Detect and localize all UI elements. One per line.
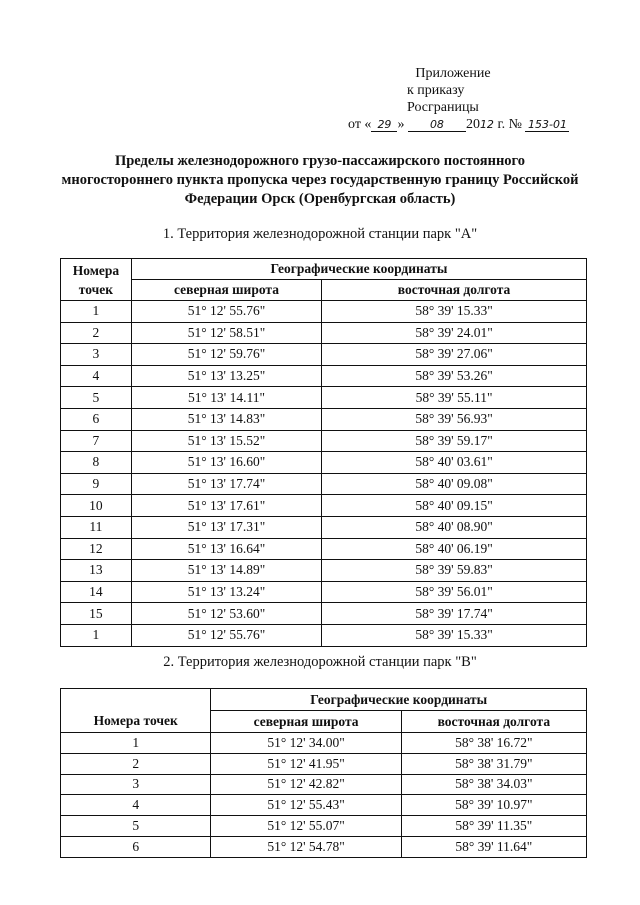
latitude: 51° 12' 42.82" <box>211 774 401 795</box>
order-date-line <box>348 116 567 133</box>
longitude: 58° 40' 03.61" <box>322 452 587 474</box>
col-lon: восточная долгота <box>322 280 587 301</box>
date-sep: » <box>397 117 405 132</box>
year-label: г. № <box>497 117 522 132</box>
longitude: 58° 39' 10.97" <box>401 795 586 816</box>
col-coords: Географические координаты <box>131 259 586 280</box>
longitude: 58° 39' 56.01" <box>322 581 587 603</box>
point-number: 9 <box>61 473 132 495</box>
latitude: 51° 13' 14.83" <box>131 408 321 430</box>
year-suffix: 12 <box>479 118 494 131</box>
latitude: 51° 12' 54.78" <box>211 836 401 857</box>
col-points: Номера точек <box>61 689 211 733</box>
col-lat: северная широта <box>211 711 401 733</box>
longitude: 58° 39' 17.74" <box>322 603 587 625</box>
latitude: 51° 12' 55.76" <box>131 301 321 323</box>
point-number: 13 <box>61 560 132 582</box>
point-number: 7 <box>61 430 132 452</box>
latitude: 51° 12' 41.95" <box>211 753 401 774</box>
table-row <box>61 473 587 495</box>
point-number: 3 <box>61 774 211 795</box>
col-points: Номера точек <box>61 259 132 301</box>
latitude: 51° 13' 13.24" <box>131 581 321 603</box>
document-title: Пределы железнодорожного грузо-пассажирского постоянного многостороннего пункта пропуска через государственную границу Российской Федерации Орск (Оренбургская область) <box>61 153 579 207</box>
latitude: 51° 13' 17.61" <box>131 495 321 517</box>
point-number: 1 <box>61 301 132 323</box>
longitude: 58° 40' 08.90" <box>322 516 587 538</box>
longitude: 58° 40' 09.15" <box>322 495 587 517</box>
longitude: 58° 39' 11.35" <box>401 816 586 837</box>
longitude: 58° 38' 34.03" <box>401 774 586 795</box>
table-row <box>61 344 587 366</box>
longitude: 58° 39' 24.01" <box>322 322 587 344</box>
latitude: 51° 12' 55.07" <box>211 816 401 837</box>
point-number: 1 <box>61 733 211 754</box>
longitude: 58° 39' 15.33" <box>322 624 587 646</box>
point-number: 5 <box>61 816 211 837</box>
table-row <box>61 753 587 774</box>
table-row <box>61 430 587 452</box>
col-lon: восточная долгота <box>401 711 586 733</box>
longitude: 58° 38' 31.79" <box>401 753 586 774</box>
table-row <box>61 538 587 560</box>
table-row <box>61 408 587 430</box>
point-number: 6 <box>61 408 132 430</box>
table-row <box>61 365 587 387</box>
point-number: 3 <box>61 344 132 366</box>
longitude: 58° 40' 06.19" <box>322 538 587 560</box>
point-number: 12 <box>61 538 132 560</box>
appendix-label: Приложение <box>415 66 491 81</box>
section2-heading: 2. Территория железнодорожной станции парк "В" <box>163 654 477 670</box>
latitude: 51° 12' 34.00" <box>211 733 401 754</box>
order-reference: к приказу Росграницы <box>407 83 479 115</box>
table-row <box>61 495 587 517</box>
point-number: 1 <box>61 624 132 646</box>
date-day: 29 <box>371 118 397 132</box>
appendix-header <box>348 65 567 133</box>
point-number: 11 <box>61 516 132 538</box>
table-row <box>61 774 587 795</box>
latitude: 51° 13' 13.25" <box>131 365 321 387</box>
date-month: 08 <box>408 118 466 132</box>
point-number: 15 <box>61 603 132 625</box>
table-row <box>61 452 587 474</box>
point-number: 2 <box>61 753 211 774</box>
order-number: 153-01 <box>525 118 569 132</box>
latitude: 51° 13' 14.11" <box>131 387 321 409</box>
table-row <box>61 560 587 582</box>
table-row <box>61 733 587 754</box>
latitude: 51° 13' 16.64" <box>131 538 321 560</box>
latitude: 51° 12' 53.60" <box>131 603 321 625</box>
point-number: 4 <box>61 795 211 816</box>
table-row <box>61 624 587 646</box>
coordinates-table-park-a <box>60 258 587 647</box>
longitude: 58° 39' 55.11" <box>322 387 587 409</box>
table-row <box>61 795 587 816</box>
longitude: 58° 39' 15.33" <box>322 301 587 323</box>
table-row <box>61 581 587 603</box>
longitude: 58° 39' 11.64" <box>401 836 586 857</box>
longitude: 58° 39' 56.93" <box>322 408 587 430</box>
longitude: 58° 39' 59.83" <box>322 560 587 582</box>
table-row <box>61 387 587 409</box>
latitude: 51° 13' 15.52" <box>131 430 321 452</box>
table-row <box>61 301 587 323</box>
longitude: 58° 38' 16.72" <box>401 733 586 754</box>
longitude: 58° 39' 59.17" <box>322 430 587 452</box>
point-number: 14 <box>61 581 132 603</box>
latitude: 51° 12' 55.76" <box>131 624 321 646</box>
table-body <box>61 733 587 858</box>
latitude: 51° 13' 14.89" <box>131 560 321 582</box>
longitude: 58° 39' 27.06" <box>322 344 587 366</box>
point-number: 8 <box>61 452 132 474</box>
col-coords: Географические координаты <box>211 689 587 711</box>
latitude: 51° 13' 17.31" <box>131 516 321 538</box>
coordinates-table-park-v <box>60 688 587 858</box>
table-row <box>61 603 587 625</box>
longitude: 58° 40' 09.08" <box>322 473 587 495</box>
table-body <box>61 301 587 647</box>
latitude: 51° 13' 17.74" <box>131 473 321 495</box>
section1-heading: 1. Территория железнодорожной станции парк "А" <box>162 226 478 242</box>
table-row <box>61 836 587 857</box>
latitude: 51° 12' 59.76" <box>131 344 321 366</box>
year-prefix: 20 <box>465 117 480 132</box>
table-row <box>61 322 587 344</box>
table-row <box>61 816 587 837</box>
point-number: 10 <box>61 495 132 517</box>
latitude: 51° 13' 16.60" <box>131 452 321 474</box>
latitude: 51° 12' 58.51" <box>131 322 321 344</box>
point-number: 5 <box>61 387 132 409</box>
longitude: 58° 39' 53.26" <box>322 365 587 387</box>
latitude: 51° 12' 55.43" <box>211 795 401 816</box>
point-number: 6 <box>61 836 211 857</box>
col-lat: северная широта <box>131 280 321 301</box>
table-row <box>61 516 587 538</box>
date-prefix: от « <box>348 117 372 132</box>
point-number: 2 <box>61 322 132 344</box>
point-number: 4 <box>61 365 132 387</box>
